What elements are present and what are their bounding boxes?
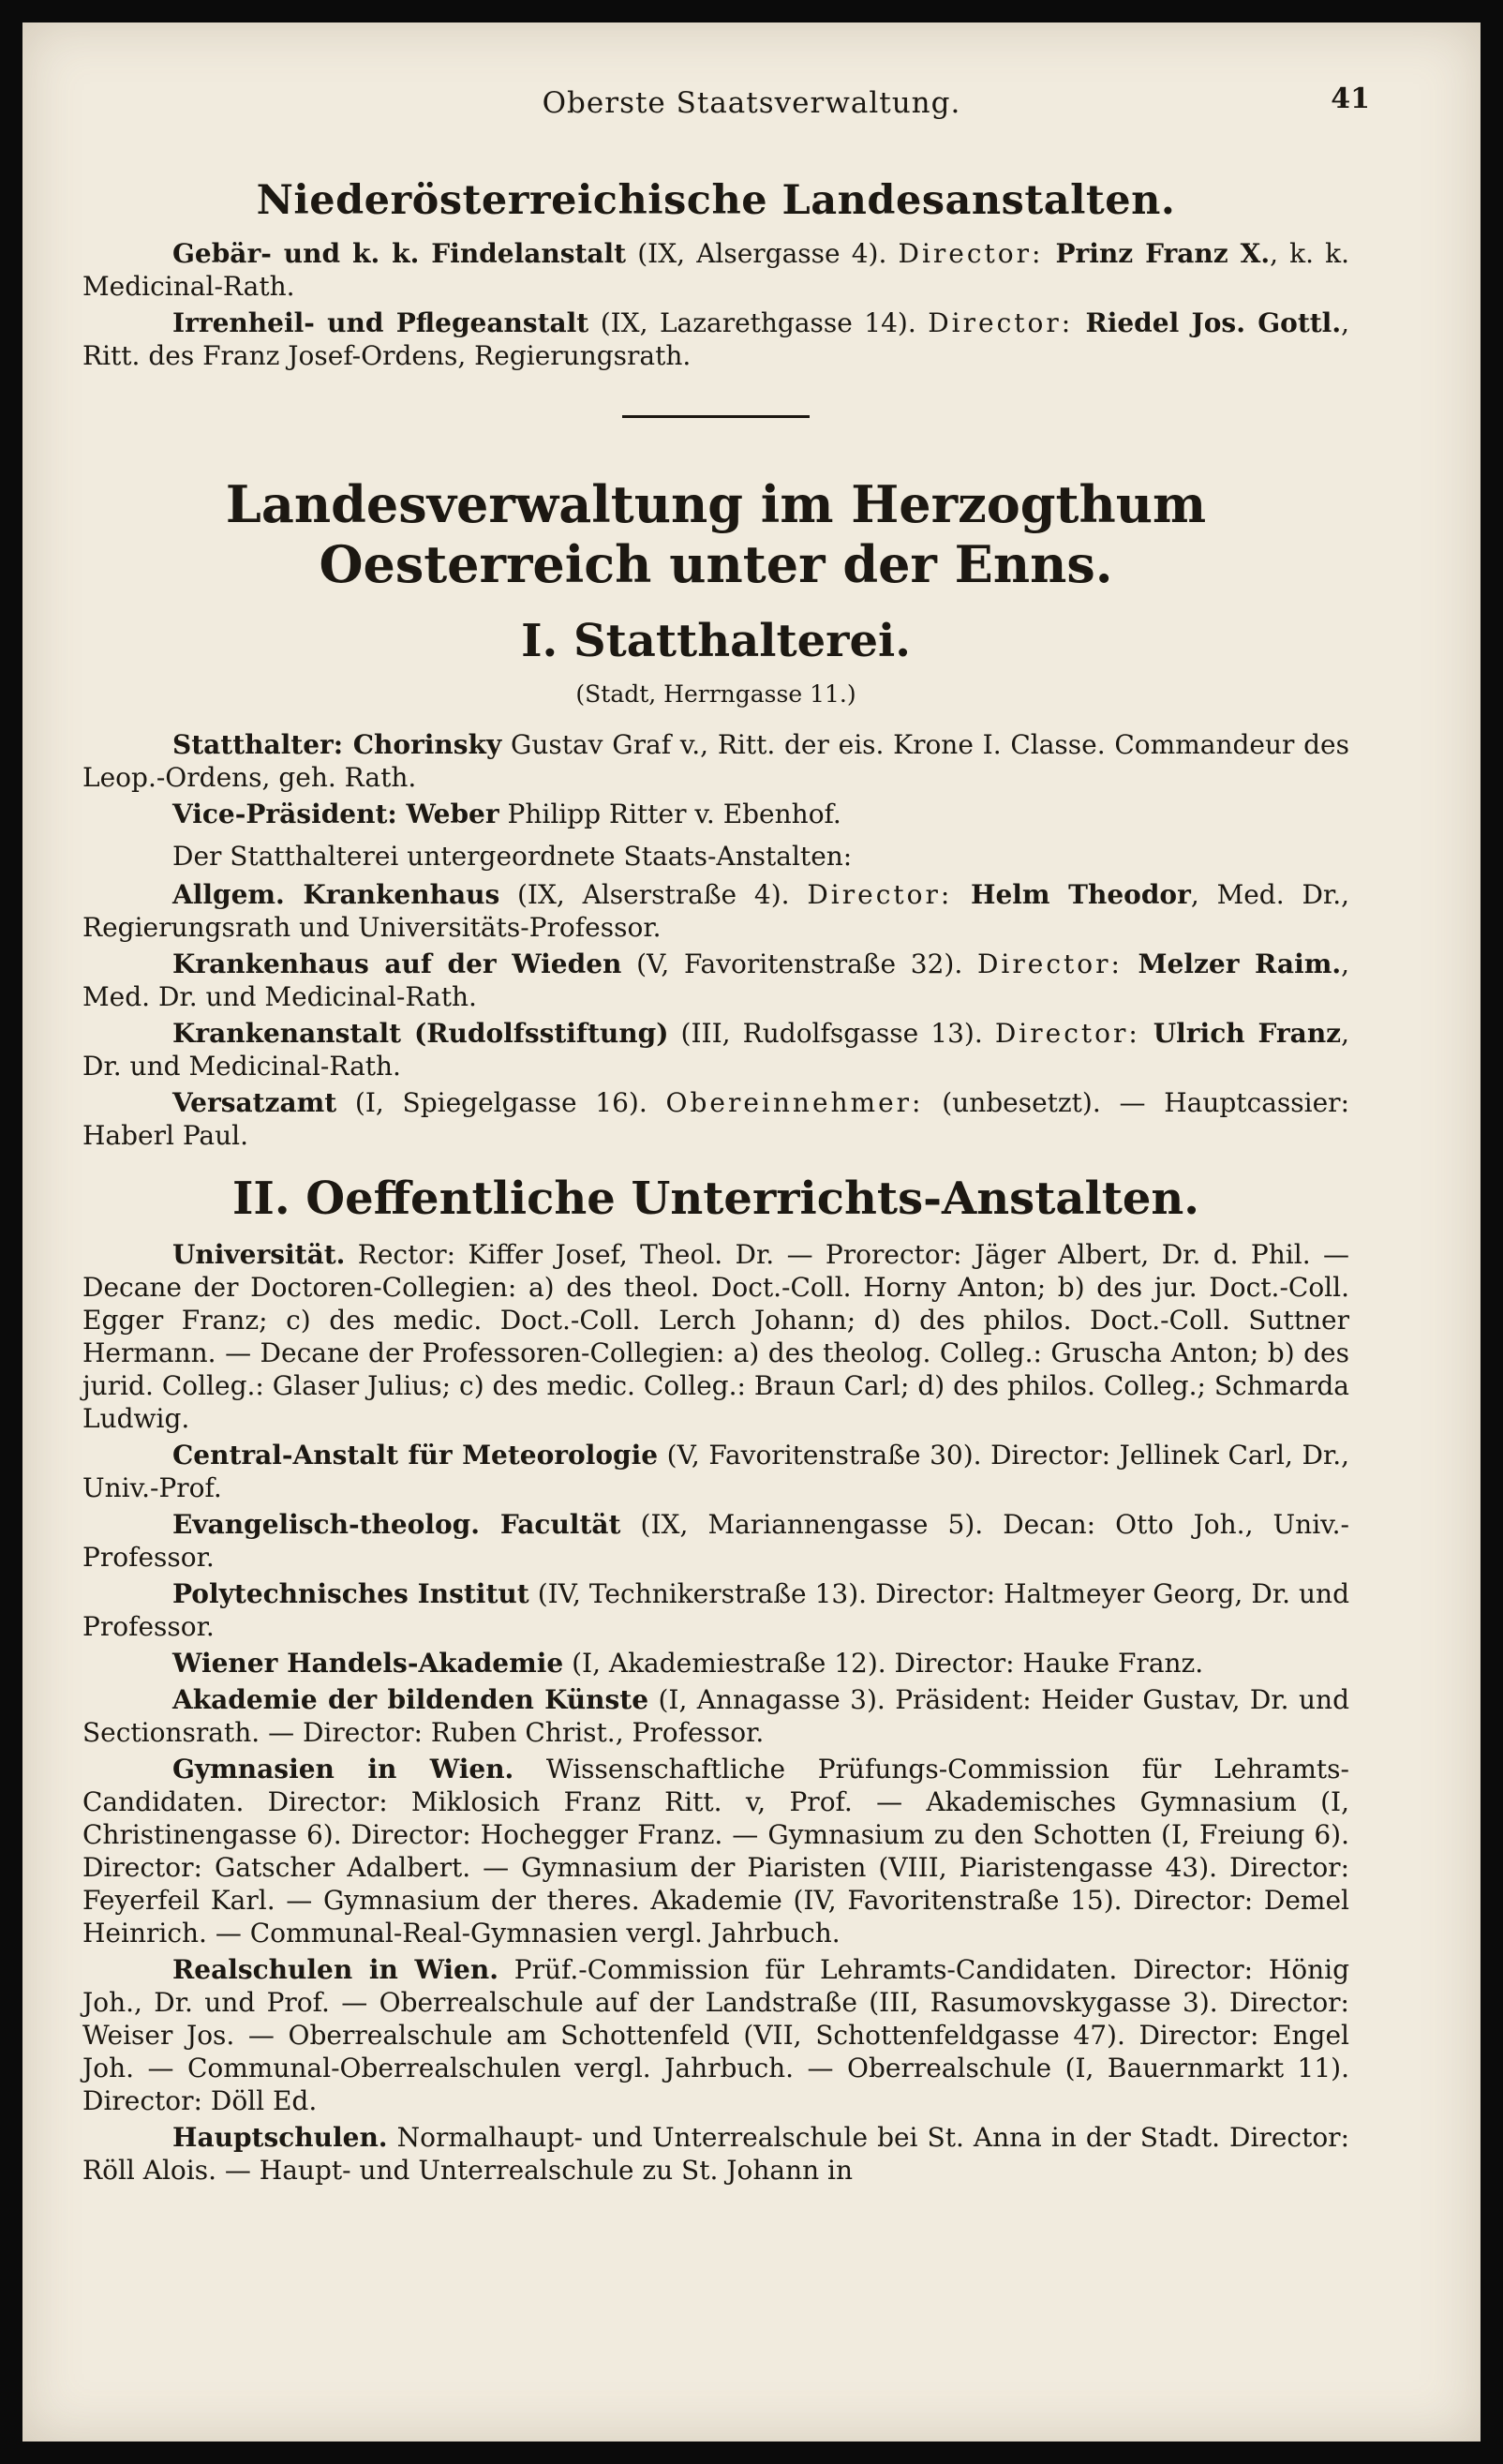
statthalterei-address: (Stadt, Herrngasse 11.) xyxy=(575,680,856,708)
entry-statthalter xyxy=(82,728,1349,794)
main-title: Landesverwaltung im Herzogthum Oesterreich unter der Enns. xyxy=(225,474,1207,594)
entry-rudolfsstiftung xyxy=(82,1017,1349,1083)
section-heading-unterricht: II. Oeffentliche Unterrichts-Anstalten. xyxy=(231,1172,1200,1225)
entry-address: (IX, Alsergasse 4). xyxy=(626,238,899,269)
entry-rest: (unbesetzt). — Hauptcassier: Haberl Paul. xyxy=(82,1087,1350,1151)
entry-text: Rector: Kiffer Josef, Theol. Dr. — Prorector: Jäger Albert, Dr. d. Phil. — Decane der Doctoren-Collegien: a) des theol. Doct.-Coll. Horny Anton; b) des jur. Doct.-Coll. Egger Franz; c) des medic. Doct.-Coll. Lerch Johann; d) des philos. Doct.-Coll. Suttner Hermann. — Decane der Professoren-Collegien: a) des theolog. Colleg.: Gruscha Anton; b) des jurid. Colleg.: Glaser Julius; c) des medic. Colleg.: Braun Carl; d) des philos. Colleg.; Schmarda Ludwig. xyxy=(82,1239,1349,1434)
entry-rest: , Med. Dr., Regierungsrath und Universitäts-Professor. xyxy=(82,879,1349,943)
entry-text: Prüf.-Commission für Lehramts-Candidaten. Director: Hönig Joh., Dr. und Prof. — Oberrealschule auf der Landstraße (III, Rasumovskygasse 3). Director: Weiser Jos. — Oberrealschule am Schottenfeld (VII, Schottenfeldgasse 47). Director: Engel Joh. — Communal-Oberrealschulen vergl. Jahrbuch. — Oberrealschule (I, Bauernmarkt 11). Director: Döll Ed. xyxy=(82,1954,1350,2116)
staatsanstalten-subheading: Der Statthalterei untergeordnete Staats-Anstalten: xyxy=(172,841,853,872)
entry-krankenhaus-wieden xyxy=(82,948,1349,1013)
entry-address: (V, Favoritenstraße 32). xyxy=(621,948,977,979)
entry-kunstakademie xyxy=(82,1683,1349,1749)
institution-name: Krankenanstalt (Rudolfsstiftung) xyxy=(172,1018,669,1049)
page-body xyxy=(82,177,1349,2190)
entry-rest: , Ritt. des Franz Josef-Ordens, Regierungsrath. xyxy=(82,307,1349,371)
entry-rest: , k. k. Medicinal-Rath. xyxy=(82,238,1350,302)
entry-hauptschulen xyxy=(82,2121,1349,2187)
entry-findelanstalt xyxy=(82,237,1349,303)
entry-text: (V, Favoritenstraße 30). Director: Jellinek Carl, Dr., Univ.-Prof. xyxy=(82,1440,1350,1503)
entry-rest: , Dr. und Medicinal-Rath. xyxy=(82,1018,1349,1082)
institution-name: Polytechnisches Institut xyxy=(172,1578,529,1609)
entry-role: Director: xyxy=(976,948,1123,979)
entry-text: Normalhaupt- und Unterrealschule bei St. Anna in der Stadt. Director: Röll Alois. — Haupt- und Unterrealschule zu St. Johann in xyxy=(82,2122,1349,2186)
statthalter-label: Statthalter: xyxy=(172,729,344,760)
entry-address: (IX, Alserstraße 4). xyxy=(499,879,808,910)
entry-rest: , Med. Dr. und Medicinal-Rath. xyxy=(82,948,1349,1012)
entry-versatzamt xyxy=(82,1086,1349,1152)
running-head-title: Oberste Staatsverwaltung. xyxy=(542,86,961,120)
entry-text: (IX, Mariannengasse 5). Decan: Otto Joh., Univ.-Professor. xyxy=(82,1509,1350,1573)
institution-name: Akademie der bildenden Künste xyxy=(172,1684,649,1715)
entry-text: (IV, Technikerstraße 13). Director: Haltmeyer Georg, Dr. und Professor. xyxy=(82,1578,1350,1642)
entry-person: Ulrich Franz xyxy=(1139,1018,1342,1049)
institution-name: Versatzamt xyxy=(172,1087,337,1118)
entry-universitaet xyxy=(82,1238,1349,1435)
entry-polytechnikum xyxy=(82,1577,1349,1643)
vice-name: Weber xyxy=(396,799,499,829)
institution-name: Wiener Handels-Akademie xyxy=(172,1648,564,1679)
page-number: 41 xyxy=(1331,82,1370,115)
vice-details: Philipp Ritter v. Ebenhof. xyxy=(499,799,841,829)
institution-name: Krankenhaus auf der Wieden xyxy=(172,948,622,979)
statthalter-name: Chorinsky xyxy=(343,729,502,760)
entry-vice-praesident xyxy=(82,798,1349,830)
entry-realschulen xyxy=(82,1953,1349,2117)
entry-handelsakademie xyxy=(82,1647,1349,1680)
vice-label: Vice-Präsident: xyxy=(172,799,397,829)
entry-person: Prinz Franz X. xyxy=(1043,238,1271,269)
entry-krankenhaus xyxy=(82,878,1349,944)
institution-name: Realschulen in Wien. xyxy=(172,1954,499,1985)
section-divider xyxy=(622,415,810,418)
entry-person: Helm Theodor xyxy=(952,879,1191,910)
entry-address: (I, Spiegelgasse 16). xyxy=(336,1087,666,1118)
entry-person: Melzer Raim. xyxy=(1122,948,1342,979)
entry-person: Riedel Jos. Gottl. xyxy=(1073,307,1342,338)
entry-address: (IX, Lazarethgasse 14). xyxy=(588,307,929,338)
entry-role: Director: xyxy=(928,307,1074,338)
institution-name: Gymnasien in Wien. xyxy=(172,1754,514,1785)
entry-gymnasien xyxy=(82,1753,1349,1949)
statthalter-details: Gustav Graf v., Ritt. der eis. Krone I. Classe. Commandeur des Leop.-Ordens, geh. Rath. xyxy=(82,729,1349,793)
institution-name: Evangelisch-theolog. Facultät xyxy=(172,1509,621,1540)
institution-name: Universität. xyxy=(172,1239,346,1270)
entry-text: Wissenschaftliche Prüfungs-Commission für Lehramts-Candidaten. Director: Miklosich Franz Ritt. v, Prof. — Akademisches Gymnasium (I, Christinengasse 6). Director: Hochegger Franz. — Gymnasium zu den Schotten (I, Freiung 6). Director: Gatscher Adalbert. — Gymnasium der Piaristen (VIII, Piaristengasse 43). Director: Feyerfeil Karl. — Gymnasium der theres. Akademie (IV, Favoritenstraße 15). Director: Demel Heinrich. — Communal-Real-Gymnasien vergl. Jahrbuch. xyxy=(82,1754,1349,1949)
institution-name: Allgem. Krankenhaus xyxy=(172,879,500,910)
entry-role: Director: xyxy=(898,238,1044,269)
entry-meteorologie xyxy=(82,1439,1349,1504)
section-heading-statthalterei: I. Statthalterei. xyxy=(521,615,911,667)
institution-name: Hauptschulen. xyxy=(172,2122,388,2153)
entry-text: (I, Annagasse 3). Präsident: Heider Gustav, Dr. und Sectionsrath. — Director: Ruben Christ., Professor. xyxy=(82,1684,1350,1748)
institution-name: Central-Anstalt für Meteorologie xyxy=(172,1440,659,1471)
institution-name: Irrenheil- und Pflegeanstalt xyxy=(172,307,589,338)
book-page xyxy=(22,22,1481,2442)
institution-name: Gebär- und k. k. Findelanstalt xyxy=(172,238,627,269)
entry-text: (I, Akademiestraße 12). Director: Hauke Franz. xyxy=(563,1648,1204,1679)
running-header xyxy=(22,82,1481,133)
entry-role: Director: xyxy=(807,879,953,910)
entry-evangelisch-facultaet xyxy=(82,1508,1349,1574)
entry-role: Director: xyxy=(994,1018,1140,1049)
entry-address: (III, Rudolfsgasse 13). xyxy=(668,1018,995,1049)
section-heading-landesanstalten: Niederösterreichische Landesanstalten. xyxy=(256,177,1176,224)
entry-irrenanstalt xyxy=(82,306,1349,372)
entry-role: Obereinnehmer: xyxy=(665,1087,924,1118)
